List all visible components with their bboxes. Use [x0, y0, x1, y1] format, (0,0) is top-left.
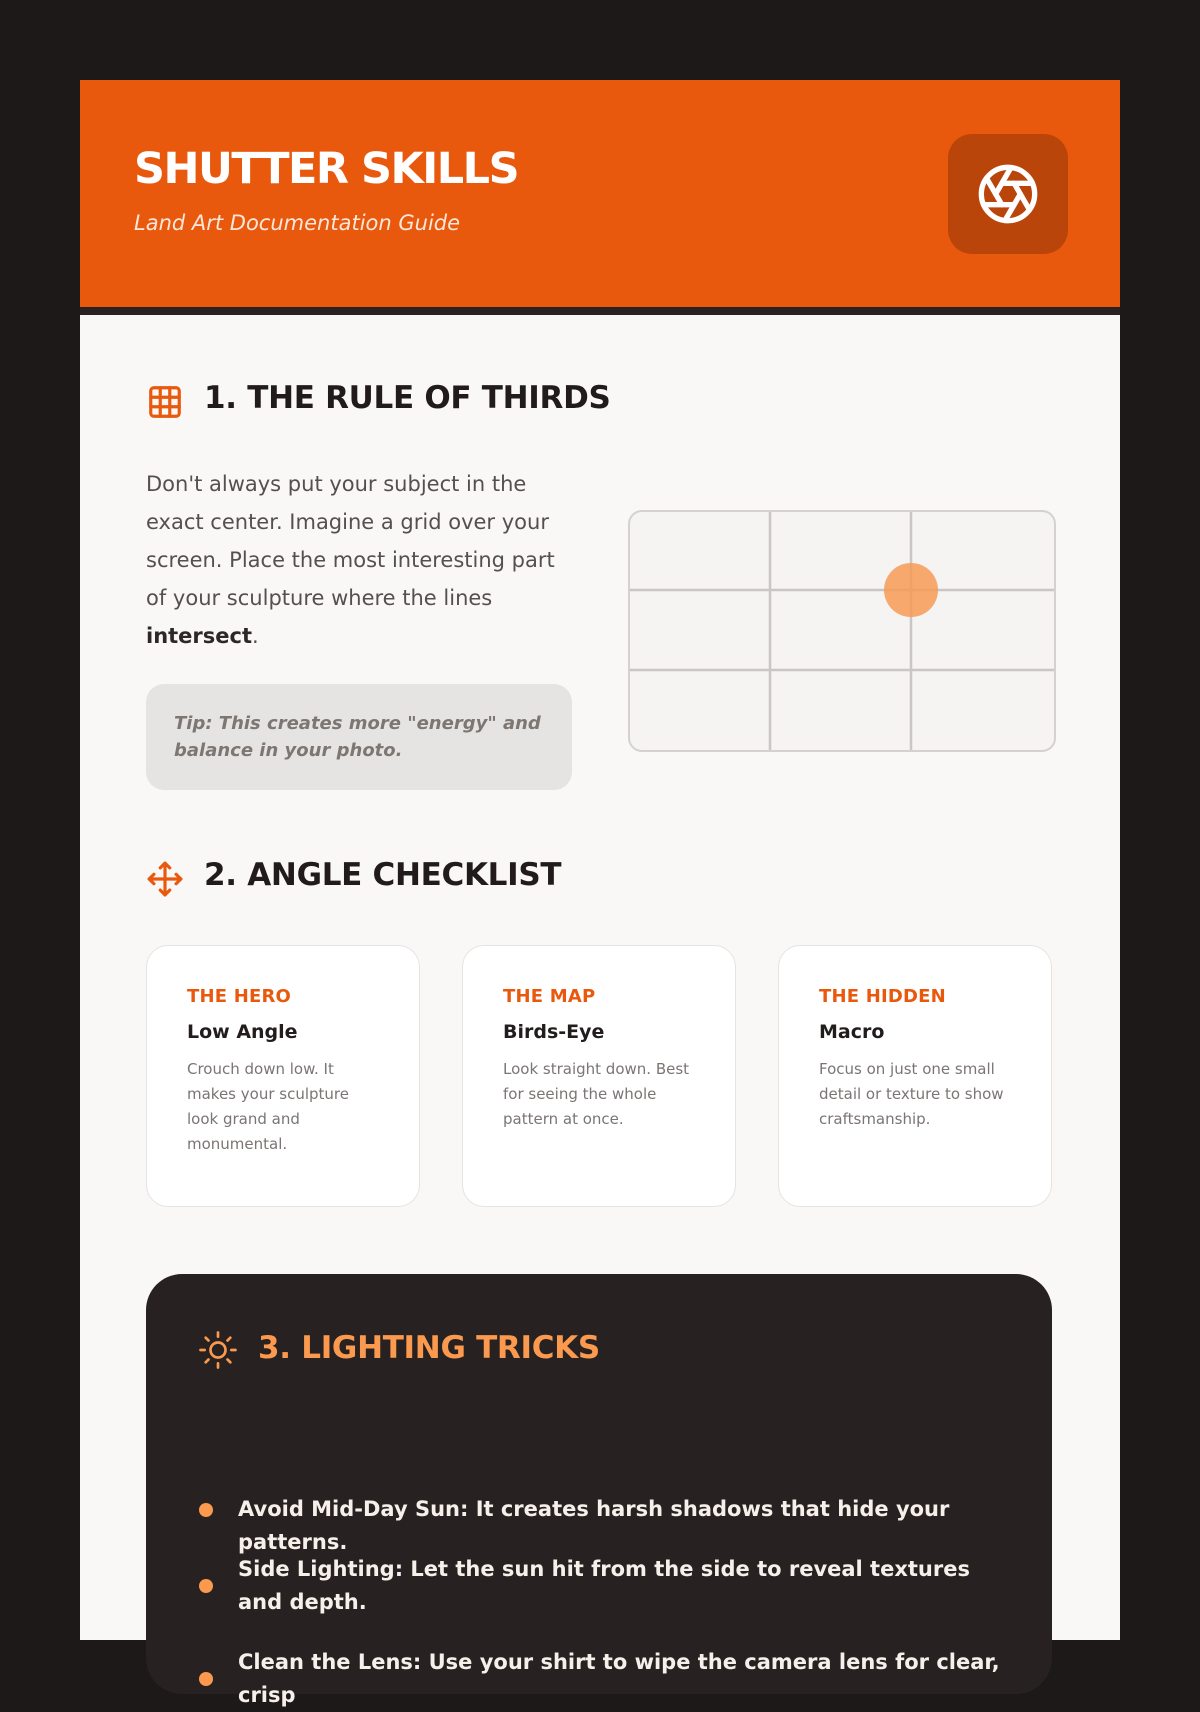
section-heading-angle-checklist: 2. ANGLE CHECKLIST — [204, 857, 562, 893]
bullet-dot — [199, 1579, 213, 1593]
focus-point — [884, 563, 938, 617]
section-heading-rule-of-thirds: 1. THE RULE OF THIRDS — [204, 380, 611, 416]
body-text-end: . — [252, 624, 259, 648]
grid-icon — [146, 383, 184, 421]
tip-text: Tip: This creates more "energy" and balance in your photo. — [174, 713, 541, 761]
rule-of-thirds-grid-illustration — [628, 510, 1056, 752]
angle-card-description: Crouch down low. It makes your sculpture look grand and monumental. — [187, 1060, 349, 1153]
angle-card-name: Low Angle — [187, 1021, 298, 1043]
angle-card-tag: THE MAP — [503, 986, 596, 1007]
body-text-emphasis: intersect — [146, 624, 253, 648]
lighting-panel — [146, 1274, 1052, 1707]
logo-badge — [948, 134, 1068, 254]
angle-card-tag: THE HERO — [187, 986, 292, 1007]
sun-icon — [198, 1330, 238, 1370]
guide-card — [80, 80, 1120, 1707]
angle-card-map — [462, 945, 736, 1207]
angle-card-name: Birds-Eye — [503, 1021, 605, 1043]
bullet-dot — [199, 1503, 213, 1517]
camera-aperture-icon — [976, 162, 1040, 226]
angle-card-description: Look straight down. Best for seeing the whole pattern at once. — [503, 1060, 690, 1128]
angle-card-description: Focus on just one small detail or texture to show craftsmanship. — [819, 1060, 1004, 1128]
angle-card-hidden — [778, 945, 1052, 1207]
lighting-item: Clean the Lens: Use your shirt to wipe the camera lens for clear, crisp — [238, 1650, 1000, 1707]
angle-card-name: Macro — [819, 1021, 885, 1043]
bullet-dot — [199, 1672, 213, 1686]
section-heading-lighting: 3. LIGHTING TRICKS — [258, 1330, 600, 1366]
grid-lines — [630, 512, 1054, 750]
lighting-item: Side Lighting: Let the sun hit from the side to reveal textures and depth. — [238, 1557, 970, 1614]
page-subtitle: Land Art Documentation Guide — [134, 211, 461, 235]
page-title: SHUTTER SKILLS — [134, 144, 519, 194]
tip-box — [146, 684, 572, 790]
angle-card-tag: THE HIDDEN — [819, 986, 946, 1007]
rule-of-thirds-text — [146, 465, 566, 655]
lighting-item: Avoid Mid-Day Sun: It creates harsh shadows that hide your patterns. — [238, 1497, 950, 1554]
move-arrows-icon — [146, 860, 184, 898]
body-text-part: Don't always put your subject in the exact center. Imagine a grid over your screen. Place the most interesting part of your sculpture where the lines — [146, 472, 555, 610]
guide-header — [80, 80, 1120, 315]
angle-card-hero — [146, 945, 420, 1207]
